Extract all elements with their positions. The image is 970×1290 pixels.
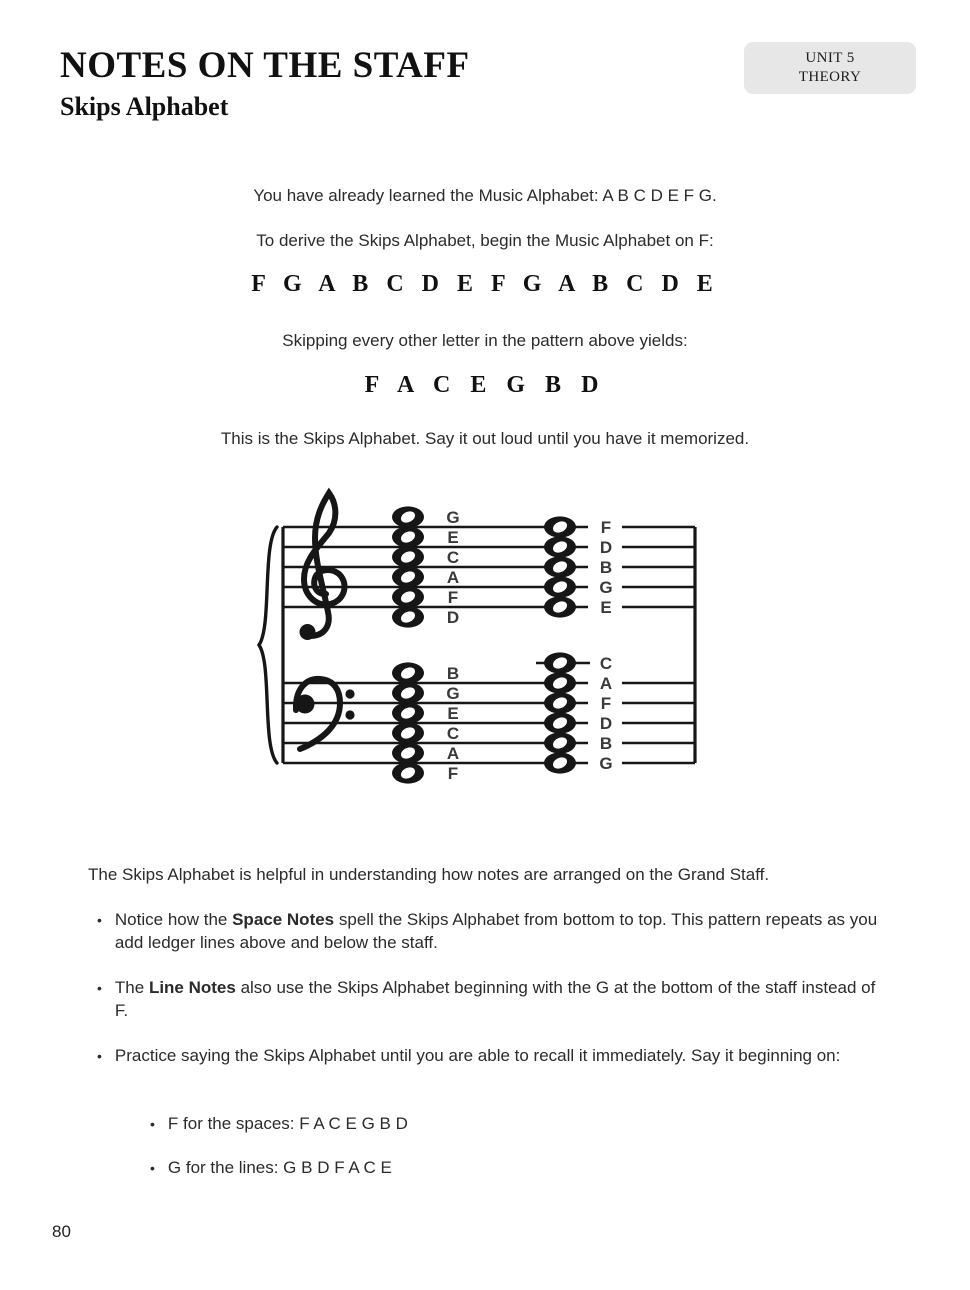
intro-paragraph-3: Skipping every other letter in the pattern above yields: <box>282 331 688 350</box>
bullet-text: Practice saying the Skips Alphabet until you are able to recall it immediately. Say it beginning on: <box>114 1046 841 1065</box>
explanation-intro: The Skips Alphabet is helpful in understanding how notes are arranged on the Grand Staff. <box>88 865 770 884</box>
note-label: A <box>599 674 613 693</box>
page-number: 80 <box>52 1222 71 1241</box>
bullet-icon: • <box>150 1160 155 1176</box>
note-label: F <box>447 588 459 607</box>
note-label: D <box>599 714 613 733</box>
bass-clef-dot <box>345 689 354 698</box>
unit-badge-line1: UNIT 5 <box>805 49 855 66</box>
music-alphabet-sequence: F G A B C D E F G A B C D E <box>251 271 719 297</box>
note-label: E <box>447 704 459 723</box>
treble-clef-icon <box>304 493 345 636</box>
note-label: F <box>600 518 612 537</box>
intro-paragraph-2: To derive the Skips Alphabet, begin the Music Alphabet on F: <box>256 231 714 250</box>
skips-alphabet-sequence: F A C E G B D <box>364 372 606 398</box>
bass-clef-dot <box>345 710 354 719</box>
note-label: A <box>446 568 460 587</box>
note-label: C <box>599 654 613 673</box>
sub-bullet-lines <box>150 1157 790 1180</box>
bullet-space-notes <box>97 909 883 955</box>
intro-paragraph-1: You have already learned the Music Alphabet: A B C D E F G. <box>253 186 717 205</box>
bullet-icon: • <box>97 912 102 928</box>
page-subtitle: Skips Alphabet <box>60 92 229 121</box>
sub-bullet-spaces <box>150 1113 790 1136</box>
intro-paragraph-4: This is the Skips Alphabet. Say it out loud until you have it memorized. <box>220 429 750 448</box>
unit-badge-line2: THEORY <box>798 69 862 85</box>
sub-bullet-text: G for the lines: G B D F A C E <box>167 1158 392 1177</box>
note-label: G <box>446 684 460 703</box>
note-label: C <box>446 724 460 743</box>
treble-clef-ball <box>300 624 316 640</box>
bullet-practice <box>97 1045 883 1068</box>
note-label: G <box>446 508 460 527</box>
note-label: B <box>599 734 613 753</box>
note-label: C <box>446 548 460 567</box>
note-label: G <box>599 754 613 773</box>
note-label: B <box>446 664 460 683</box>
page-title: NOTES ON THE STAFF <box>60 45 470 86</box>
note-label: D <box>446 608 460 627</box>
bullet-icon: • <box>150 1116 155 1132</box>
note-label: E <box>600 598 612 617</box>
bullet-icon: • <box>97 980 102 996</box>
note-label: A <box>446 744 460 763</box>
note-label: F <box>600 694 612 713</box>
bass-clef-icon <box>296 679 340 749</box>
note-label: E <box>447 528 459 547</box>
grand-staff-svg <box>250 476 720 816</box>
note-label: D <box>599 538 613 557</box>
bullet-text: Notice how the Space Notes spell the Skips Alphabet from bottom to top. This pattern repeats as you add ledger lines above and below the staff. <box>114 910 878 952</box>
brace-icon <box>259 527 277 763</box>
note-label: B <box>599 558 613 577</box>
grand-staff-diagram <box>250 476 720 816</box>
note-label: F <box>447 764 459 783</box>
bullet-icon: • <box>97 1048 102 1064</box>
sub-bullet-text: F for the spaces: F A C E G B D <box>167 1114 408 1133</box>
unit-badge <box>744 42 916 94</box>
note-label: G <box>599 578 613 597</box>
bullet-line-notes <box>97 977 883 1023</box>
bullet-text: The Line Notes also use the Skips Alphabet beginning with the G at the bottom of the staff instead of F. <box>114 978 876 1020</box>
